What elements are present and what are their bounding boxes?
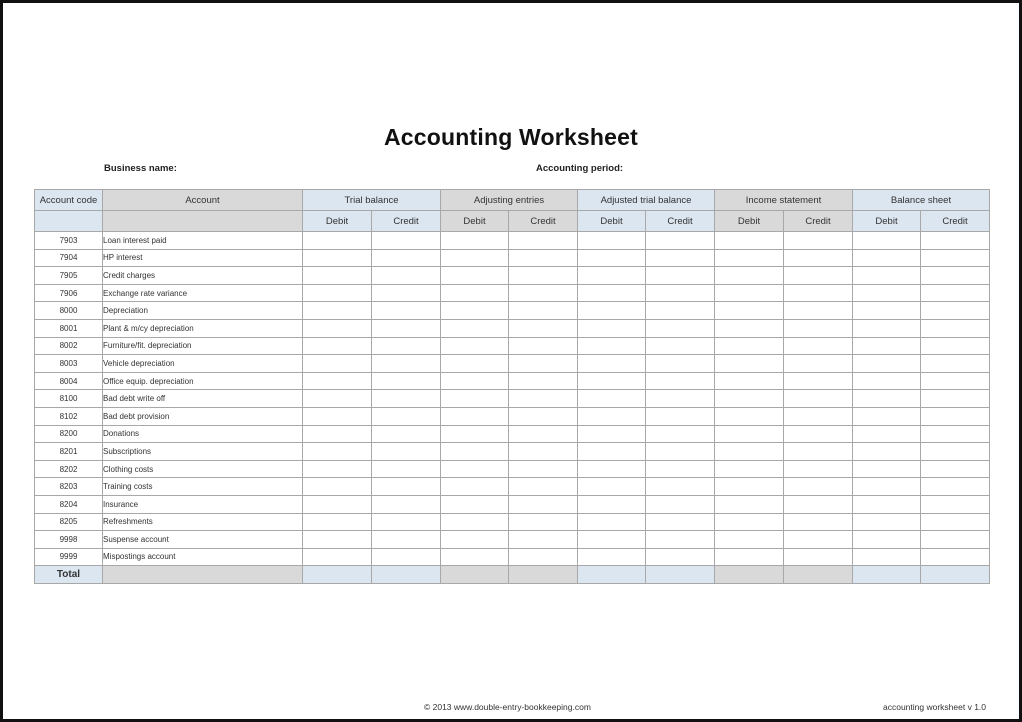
debit-entry-cell[interactable] bbox=[715, 232, 784, 250]
credit-entry-cell[interactable] bbox=[921, 478, 990, 496]
table-row bbox=[35, 249, 990, 267]
credit-entry-cell[interactable] bbox=[509, 372, 578, 390]
credit-entry-cell[interactable] bbox=[784, 302, 853, 320]
debit-entry-cell[interactable] bbox=[441, 407, 509, 425]
account-code-cell: 8201 bbox=[35, 443, 103, 461]
account-name-cell: Insurance bbox=[103, 495, 303, 513]
debit-entry-cell[interactable] bbox=[715, 548, 784, 566]
debit-entry-cell[interactable] bbox=[303, 232, 372, 250]
header-credit: Credit bbox=[646, 211, 715, 232]
credit-entry-cell[interactable] bbox=[646, 531, 715, 549]
total-cell[interactable] bbox=[372, 566, 441, 584]
debit-entry-cell[interactable] bbox=[441, 319, 509, 337]
credit-entry-cell[interactable] bbox=[921, 390, 990, 408]
credit-entry-cell[interactable] bbox=[784, 267, 853, 285]
credit-entry-cell[interactable] bbox=[372, 425, 441, 443]
account-name-cell: Clothing costs bbox=[103, 460, 303, 478]
credit-entry-cell[interactable] bbox=[372, 407, 441, 425]
table-row bbox=[35, 425, 990, 443]
debit-entry-cell[interactable] bbox=[303, 267, 372, 285]
debit-entry-cell[interactable] bbox=[303, 390, 372, 408]
credit-entry-cell[interactable] bbox=[784, 232, 853, 250]
credit-entry-cell[interactable] bbox=[646, 460, 715, 478]
credit-entry-cell[interactable] bbox=[646, 478, 715, 496]
credit-entry-cell[interactable] bbox=[646, 548, 715, 566]
debit-entry-cell[interactable] bbox=[715, 372, 784, 390]
header-group-trial-balance: Trial balance bbox=[303, 190, 441, 211]
credit-entry-cell[interactable] bbox=[921, 302, 990, 320]
account-name-cell: Suspense account bbox=[103, 531, 303, 549]
credit-entry-cell[interactable] bbox=[921, 513, 990, 531]
account-code-cell: 8001 bbox=[35, 319, 103, 337]
credit-entry-cell[interactable] bbox=[784, 425, 853, 443]
header-account-code: Account code bbox=[35, 190, 103, 211]
header-debit: Debit bbox=[853, 211, 921, 232]
debit-entry-cell[interactable] bbox=[441, 337, 509, 355]
credit-entry-cell[interactable] bbox=[509, 267, 578, 285]
debit-entry-cell[interactable] bbox=[715, 284, 784, 302]
page-title: Accounting Worksheet bbox=[383, 124, 639, 150]
total-cell[interactable] bbox=[578, 566, 646, 584]
debit-entry-cell[interactable] bbox=[715, 478, 784, 496]
credit-entry-cell[interactable] bbox=[646, 425, 715, 443]
credit-entry-cell[interactable] bbox=[509, 302, 578, 320]
total-account-cell bbox=[103, 566, 303, 584]
debit-entry-cell[interactable] bbox=[853, 267, 921, 285]
credit-entry-cell[interactable] bbox=[372, 337, 441, 355]
credit-entry-cell[interactable] bbox=[784, 407, 853, 425]
header-credit: Credit bbox=[921, 211, 990, 232]
account-name-cell: Furniture/fit. depreciation bbox=[103, 337, 303, 355]
credit-entry-cell[interactable] bbox=[921, 337, 990, 355]
debit-entry-cell[interactable] bbox=[715, 267, 784, 285]
debit-entry-cell[interactable] bbox=[303, 460, 372, 478]
debit-entry-cell[interactable] bbox=[303, 548, 372, 566]
header-row-groups bbox=[35, 190, 990, 211]
debit-entry-cell[interactable] bbox=[853, 355, 921, 373]
header-blank-account bbox=[103, 211, 303, 232]
credit-entry-cell[interactable] bbox=[372, 319, 441, 337]
debit-entry-cell[interactable] bbox=[578, 390, 646, 408]
credit-entry-cell[interactable] bbox=[646, 267, 715, 285]
table-row bbox=[35, 390, 990, 408]
credit-entry-cell[interactable] bbox=[372, 302, 441, 320]
account-name-cell: Refreshments bbox=[103, 513, 303, 531]
credit-entry-cell[interactable] bbox=[372, 355, 441, 373]
credit-entry-cell[interactable] bbox=[509, 284, 578, 302]
credit-entry-cell[interactable] bbox=[509, 425, 578, 443]
total-label: Total bbox=[35, 566, 103, 584]
credit-entry-cell[interactable] bbox=[784, 319, 853, 337]
table-row bbox=[35, 548, 990, 566]
table-row bbox=[35, 319, 990, 337]
debit-entry-cell[interactable] bbox=[441, 232, 509, 250]
credit-entry-cell[interactable] bbox=[509, 390, 578, 408]
debit-entry-cell[interactable] bbox=[303, 284, 372, 302]
debit-entry-cell[interactable] bbox=[853, 425, 921, 443]
credit-entry-cell[interactable] bbox=[646, 319, 715, 337]
table-row bbox=[35, 443, 990, 461]
account-name-cell: Depreciation bbox=[103, 302, 303, 320]
debit-entry-cell[interactable] bbox=[715, 460, 784, 478]
credit-entry-cell[interactable] bbox=[921, 443, 990, 461]
debit-entry-cell[interactable] bbox=[303, 249, 372, 267]
debit-entry-cell[interactable] bbox=[441, 355, 509, 373]
credit-entry-cell[interactable] bbox=[921, 372, 990, 390]
account-name-cell: Bad debt write off bbox=[103, 390, 303, 408]
account-name-cell: Training costs bbox=[103, 478, 303, 496]
debit-entry-cell[interactable] bbox=[441, 425, 509, 443]
account-name-cell: Credit charges bbox=[103, 267, 303, 285]
account-code-cell: 8000 bbox=[35, 302, 103, 320]
table-row bbox=[35, 407, 990, 425]
total-row bbox=[35, 566, 990, 584]
credit-entry-cell[interactable] bbox=[509, 249, 578, 267]
credit-entry-cell[interactable] bbox=[372, 390, 441, 408]
total-cell[interactable] bbox=[303, 566, 372, 584]
debit-entry-cell[interactable] bbox=[853, 443, 921, 461]
debit-entry-cell[interactable] bbox=[715, 249, 784, 267]
debit-entry-cell[interactable] bbox=[578, 232, 646, 250]
debit-entry-cell[interactable] bbox=[715, 302, 784, 320]
debit-entry-cell[interactable] bbox=[853, 302, 921, 320]
credit-entry-cell[interactable] bbox=[921, 232, 990, 250]
total-cell[interactable] bbox=[646, 566, 715, 584]
total-cell[interactable] bbox=[784, 566, 853, 584]
credit-entry-cell[interactable] bbox=[784, 355, 853, 373]
credit-entry-cell[interactable] bbox=[372, 548, 441, 566]
table-row bbox=[35, 232, 990, 250]
credit-entry-cell[interactable] bbox=[646, 302, 715, 320]
credit-entry-cell[interactable] bbox=[921, 267, 990, 285]
credit-entry-cell[interactable] bbox=[509, 232, 578, 250]
debit-entry-cell[interactable] bbox=[303, 478, 372, 496]
table-row bbox=[35, 302, 990, 320]
debit-entry-cell[interactable] bbox=[578, 319, 646, 337]
debit-entry-cell[interactable] bbox=[441, 531, 509, 549]
table-row bbox=[35, 337, 990, 355]
table-row bbox=[35, 267, 990, 285]
debit-entry-cell[interactable] bbox=[578, 531, 646, 549]
account-code-cell: 8002 bbox=[35, 337, 103, 355]
total-cell[interactable] bbox=[715, 566, 784, 584]
credit-entry-cell[interactable] bbox=[921, 460, 990, 478]
credit-entry-cell[interactable] bbox=[921, 495, 990, 513]
debit-entry-cell[interactable] bbox=[853, 372, 921, 390]
debit-entry-cell[interactable] bbox=[715, 425, 784, 443]
credit-entry-cell[interactable] bbox=[646, 249, 715, 267]
account-code-cell: 7904 bbox=[35, 249, 103, 267]
debit-entry-cell[interactable] bbox=[441, 460, 509, 478]
debit-entry-cell[interactable] bbox=[441, 284, 509, 302]
credit-entry-cell[interactable] bbox=[921, 355, 990, 373]
account-name-cell: Loan interest paid bbox=[103, 232, 303, 250]
debit-entry-cell[interactable] bbox=[303, 302, 372, 320]
debit-entry-cell[interactable] bbox=[303, 531, 372, 549]
header-group-income-statement: Income statement bbox=[715, 190, 853, 211]
debit-entry-cell[interactable] bbox=[441, 548, 509, 566]
credit-entry-cell[interactable] bbox=[509, 407, 578, 425]
footer-version: accounting worksheet v 1.0 bbox=[883, 702, 987, 712]
debit-entry-cell[interactable] bbox=[853, 407, 921, 425]
account-code-cell: 9998 bbox=[35, 531, 103, 549]
credit-entry-cell[interactable] bbox=[784, 495, 853, 513]
credit-entry-cell[interactable] bbox=[921, 249, 990, 267]
debit-entry-cell[interactable] bbox=[441, 249, 509, 267]
credit-entry-cell[interactable] bbox=[372, 284, 441, 302]
header-credit: Credit bbox=[784, 211, 853, 232]
debit-entry-cell[interactable] bbox=[853, 337, 921, 355]
debit-entry-cell[interactable] bbox=[303, 513, 372, 531]
debit-entry-cell[interactable] bbox=[441, 478, 509, 496]
account-name-cell: Exchange rate variance bbox=[103, 284, 303, 302]
account-code-cell: 7903 bbox=[35, 232, 103, 250]
header-debit: Debit bbox=[441, 211, 509, 232]
debit-entry-cell[interactable] bbox=[303, 425, 372, 443]
credit-entry-cell[interactable] bbox=[372, 267, 441, 285]
header-debit: Debit bbox=[715, 211, 784, 232]
header-account: Account bbox=[103, 190, 303, 211]
credit-entry-cell[interactable] bbox=[646, 337, 715, 355]
table-row bbox=[35, 495, 990, 513]
credit-entry-cell[interactable] bbox=[509, 443, 578, 461]
debit-entry-cell[interactable] bbox=[441, 390, 509, 408]
credit-entry-cell[interactable] bbox=[921, 319, 990, 337]
debit-entry-cell[interactable] bbox=[441, 267, 509, 285]
debit-entry-cell[interactable] bbox=[715, 495, 784, 513]
debit-entry-cell[interactable] bbox=[303, 443, 372, 461]
debit-entry-cell[interactable] bbox=[578, 284, 646, 302]
debit-entry-cell[interactable] bbox=[853, 495, 921, 513]
debit-entry-cell[interactable] bbox=[578, 478, 646, 496]
table-row bbox=[35, 460, 990, 478]
debit-entry-cell[interactable] bbox=[578, 267, 646, 285]
table-row bbox=[35, 531, 990, 549]
credit-entry-cell[interactable] bbox=[784, 337, 853, 355]
account-name-cell: Subscriptions bbox=[103, 443, 303, 461]
credit-entry-cell[interactable] bbox=[509, 337, 578, 355]
debit-entry-cell[interactable] bbox=[441, 443, 509, 461]
table-row bbox=[35, 513, 990, 531]
debit-entry-cell[interactable] bbox=[578, 407, 646, 425]
debit-entry-cell[interactable] bbox=[578, 513, 646, 531]
credit-entry-cell[interactable] bbox=[646, 443, 715, 461]
account-code-cell: 8200 bbox=[35, 425, 103, 443]
debit-entry-cell[interactable] bbox=[853, 460, 921, 478]
credit-entry-cell[interactable] bbox=[372, 478, 441, 496]
total-cell[interactable] bbox=[853, 566, 921, 584]
account-code-cell: 8205 bbox=[35, 513, 103, 531]
debit-entry-cell[interactable] bbox=[441, 495, 509, 513]
header-credit: Credit bbox=[372, 211, 441, 232]
debit-entry-cell[interactable] bbox=[853, 531, 921, 549]
credit-entry-cell[interactable] bbox=[509, 478, 578, 496]
account-code-cell: 7906 bbox=[35, 284, 103, 302]
debit-entry-cell[interactable] bbox=[441, 372, 509, 390]
credit-entry-cell[interactable] bbox=[784, 460, 853, 478]
debit-entry-cell[interactable] bbox=[303, 355, 372, 373]
credit-entry-cell[interactable] bbox=[646, 390, 715, 408]
credit-entry-cell[interactable] bbox=[372, 443, 441, 461]
credit-entry-cell[interactable] bbox=[784, 478, 853, 496]
debit-entry-cell[interactable] bbox=[853, 548, 921, 566]
debit-entry-cell[interactable] bbox=[715, 390, 784, 408]
credit-entry-cell[interactable] bbox=[372, 460, 441, 478]
credit-entry-cell[interactable] bbox=[509, 548, 578, 566]
account-code-cell: 8100 bbox=[35, 390, 103, 408]
credit-entry-cell[interactable] bbox=[646, 232, 715, 250]
debit-entry-cell[interactable] bbox=[578, 425, 646, 443]
credit-entry-cell[interactable] bbox=[784, 284, 853, 302]
total-cell[interactable] bbox=[509, 566, 578, 584]
header-group-adjusting-entries: Adjusting entries bbox=[441, 190, 578, 211]
account-code-cell: 8102 bbox=[35, 407, 103, 425]
debit-entry-cell[interactable] bbox=[303, 337, 372, 355]
total-cell[interactable] bbox=[441, 566, 509, 584]
credit-entry-cell[interactable] bbox=[372, 372, 441, 390]
credit-entry-cell[interactable] bbox=[646, 495, 715, 513]
account-name-cell: HP interest bbox=[103, 249, 303, 267]
credit-entry-cell[interactable] bbox=[646, 407, 715, 425]
table-row bbox=[35, 372, 990, 390]
credit-entry-cell[interactable] bbox=[646, 513, 715, 531]
credit-entry-cell[interactable] bbox=[784, 531, 853, 549]
debit-entry-cell[interactable] bbox=[578, 337, 646, 355]
credit-entry-cell[interactable] bbox=[646, 372, 715, 390]
table-row bbox=[35, 478, 990, 496]
debit-entry-cell[interactable] bbox=[578, 460, 646, 478]
debit-entry-cell[interactable] bbox=[715, 337, 784, 355]
debit-entry-cell[interactable] bbox=[441, 513, 509, 531]
header-group-adjusted-trial-balance: Adjusted trial balance bbox=[578, 190, 715, 211]
debit-entry-cell[interactable] bbox=[853, 319, 921, 337]
account-name-cell: Mispostings account bbox=[103, 548, 303, 566]
account-code-cell: 8003 bbox=[35, 355, 103, 373]
credit-entry-cell[interactable] bbox=[784, 249, 853, 267]
credit-entry-cell[interactable] bbox=[372, 495, 441, 513]
credit-entry-cell[interactable] bbox=[784, 372, 853, 390]
debit-entry-cell[interactable] bbox=[578, 355, 646, 373]
debit-entry-cell[interactable] bbox=[578, 548, 646, 566]
table-row bbox=[35, 284, 990, 302]
debit-entry-cell[interactable] bbox=[853, 232, 921, 250]
debit-entry-cell[interactable] bbox=[578, 495, 646, 513]
debit-entry-cell[interactable] bbox=[578, 372, 646, 390]
debit-entry-cell[interactable] bbox=[853, 249, 921, 267]
credit-entry-cell[interactable] bbox=[921, 548, 990, 566]
header-debit: Debit bbox=[578, 211, 646, 232]
debit-entry-cell[interactable] bbox=[303, 319, 372, 337]
account-name-cell: Donations bbox=[103, 425, 303, 443]
credit-entry-cell[interactable] bbox=[921, 531, 990, 549]
debit-entry-cell[interactable] bbox=[853, 284, 921, 302]
debit-entry-cell[interactable] bbox=[715, 513, 784, 531]
total-cell[interactable] bbox=[921, 566, 990, 584]
account-name-cell: Vehicle depreciation bbox=[103, 355, 303, 373]
table-row bbox=[35, 355, 990, 373]
credit-entry-cell[interactable] bbox=[372, 232, 441, 250]
account-code-cell: 8004 bbox=[35, 372, 103, 390]
credit-entry-cell[interactable] bbox=[784, 390, 853, 408]
credit-entry-cell[interactable] bbox=[509, 355, 578, 373]
credit-entry-cell[interactable] bbox=[646, 284, 715, 302]
header-row-debit-credit bbox=[35, 211, 990, 232]
debit-entry-cell[interactable] bbox=[715, 407, 784, 425]
account-code-cell: 8202 bbox=[35, 460, 103, 478]
accounting-period-label: Accounting period: bbox=[536, 163, 624, 174]
debit-entry-cell[interactable] bbox=[578, 249, 646, 267]
debit-entry-cell[interactable] bbox=[578, 443, 646, 461]
header-group-balance-sheet: Balance sheet bbox=[853, 190, 990, 211]
debit-entry-cell[interactable] bbox=[303, 495, 372, 513]
credit-entry-cell[interactable] bbox=[921, 425, 990, 443]
credit-entry-cell[interactable] bbox=[509, 531, 578, 549]
credit-entry-cell[interactable] bbox=[509, 460, 578, 478]
debit-entry-cell[interactable] bbox=[441, 302, 509, 320]
credit-entry-cell[interactable] bbox=[784, 548, 853, 566]
worksheet-table bbox=[34, 189, 990, 584]
business-name-label: Business name: bbox=[104, 163, 177, 174]
account-name-cell: Bad debt provision bbox=[103, 407, 303, 425]
debit-entry-cell[interactable] bbox=[715, 443, 784, 461]
debit-entry-cell[interactable] bbox=[578, 302, 646, 320]
account-name-cell: Office equip. depreciation bbox=[103, 372, 303, 390]
credit-entry-cell[interactable] bbox=[509, 513, 578, 531]
debit-entry-cell[interactable] bbox=[715, 355, 784, 373]
account-code-cell: 7905 bbox=[35, 267, 103, 285]
debit-entry-cell[interactable] bbox=[853, 513, 921, 531]
credit-entry-cell[interactable] bbox=[372, 531, 441, 549]
credit-entry-cell[interactable] bbox=[921, 407, 990, 425]
credit-entry-cell[interactable] bbox=[509, 319, 578, 337]
debit-entry-cell[interactable] bbox=[853, 390, 921, 408]
account-code-cell: 9999 bbox=[35, 548, 103, 566]
credit-entry-cell[interactable] bbox=[509, 495, 578, 513]
debit-entry-cell[interactable] bbox=[303, 407, 372, 425]
credit-entry-cell[interactable] bbox=[372, 513, 441, 531]
debit-entry-cell[interactable] bbox=[715, 531, 784, 549]
debit-entry-cell[interactable] bbox=[303, 372, 372, 390]
credit-entry-cell[interactable] bbox=[784, 443, 853, 461]
account-code-cell: 8204 bbox=[35, 495, 103, 513]
header-credit: Credit bbox=[509, 211, 578, 232]
credit-entry-cell[interactable] bbox=[372, 249, 441, 267]
account-name-cell: Plant & m/cy depreciation bbox=[103, 319, 303, 337]
credit-entry-cell[interactable] bbox=[784, 513, 853, 531]
credit-entry-cell[interactable] bbox=[921, 284, 990, 302]
footer-copyright: © 2013 www.double-entry-bookkeeping.com bbox=[424, 702, 591, 712]
debit-entry-cell[interactable] bbox=[715, 319, 784, 337]
account-code-cell: 8203 bbox=[35, 478, 103, 496]
credit-entry-cell[interactable] bbox=[646, 355, 715, 373]
header-debit: Debit bbox=[303, 211, 372, 232]
debit-entry-cell[interactable] bbox=[853, 478, 921, 496]
header-blank-code bbox=[35, 211, 103, 232]
